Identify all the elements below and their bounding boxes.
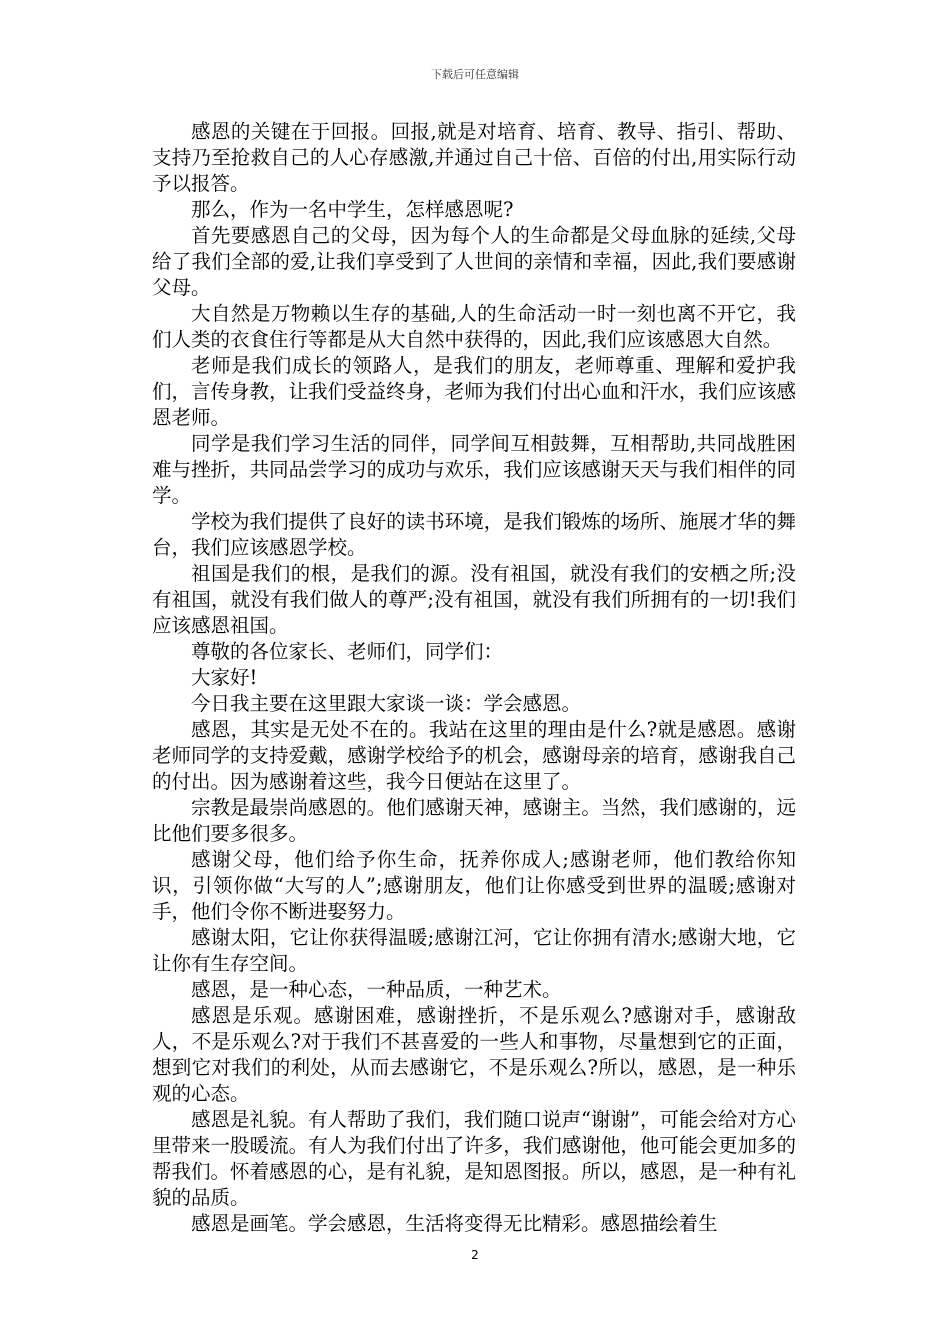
paragraph: 学校为我们提供了良好的读书环境，是我们锻炼的场所、施展才华的舞台，我们应该感恩学校。 xyxy=(152,510,796,559)
paragraph: 大自然是万物赖以生存的基础,人的生命活动一时一刻也离不开它，我们人类的衣食住行等都是从大自然中获得的，因此,我们应该感恩大自然。 xyxy=(152,302,796,351)
paragraph: 那么，作为一名中学生，怎样感恩呢? xyxy=(191,198,514,221)
paragraph: 感恩是礼貌。有人帮助了我们，我们随口说声“谢谢”，可能会给对方心里带来一股暖流。有人为我们付出了许多，我们感谢他，他可能会更加多的帮我们。怀着感恩的心，是有礼貌，是知恩图报。所以，感恩，是一种有礼貌的品质。 xyxy=(152,1108,796,1209)
paragraph: 大家好! xyxy=(191,666,258,689)
paragraph: 祖国是我们的根，是我们的源。没有祖国，就没有我们的安栖之所;没有祖国，就没有我们做人的尊严;没有祖国，就没有我们所拥有的一切!我们应该感恩祖国。 xyxy=(152,562,796,637)
paragraph: 感恩，其实是无处不在的。我站在这里的理由是什么?就是感恩。感谢老师同学的支持爱戴，感谢学校给予的机会，感谢母亲的培育，感谢我自己的付出。因为感谢着这些，我今日便站在这里了。 xyxy=(152,718,796,793)
paragraph: 首先要感恩自己的父母，因为每个人的生命都是父母血脉的延续,父母给了我们全部的爱,让我们享受到了人世间的亲情和幸福，因此,我们要感谢父母。 xyxy=(152,224,796,299)
page-number: 2 xyxy=(471,1248,479,1262)
paragraph: 感谢太阳，它让你获得温暖;感谢江河，它让你拥有清水;感谢大地，它让你有生存空间。 xyxy=(152,926,796,975)
paragraph: 今日我主要在这里跟大家谈一谈：学会感恩。 xyxy=(191,692,582,715)
page-header: 下载后可任意编辑 xyxy=(431,68,519,81)
body-text xyxy=(152,119,796,1237)
paragraph: 感恩是画笔。学会感恩，生活将变得无比精彩。感恩描绘着生 xyxy=(191,1212,718,1235)
paragraph: 同学是我们学习生活的同伴，同学间互相鼓舞，互相帮助,共同战胜困难与挫折，共同品尝学习的成功与欢乐，我们应该感谢天天与我们相伴的同学。 xyxy=(152,432,796,507)
paragraph: 感谢父母，他们给予你生命，抚养你成人;感谢老师，他们教给你知识，引领你做“大写的人”;感谢朋友，他们让你感受到世界的温暖;感谢对手，他们令你不断进娶努力。 xyxy=(152,848,796,923)
paragraph: 老师是我们成长的领路人，是我们的朋友，老师尊重、理解和爱护我们，言传身教，让我们受益终身，老师为我们付出心血和汗水，我们应该感恩老师。 xyxy=(152,354,796,429)
paragraph: 尊敬的各位家长、老师们，同学们： xyxy=(191,640,504,663)
paragraph: 感恩，是一种心态，一种品质，一种艺术。 xyxy=(191,978,562,1001)
paragraph: 宗教是最崇尚感恩的。他们感谢天神，感谢主。当然，我们感谢的，远比他们要多很多。 xyxy=(152,796,796,845)
paragraph: 感恩是乐观。感谢困难，感谢挫折，不是乐观么?感谢对手，感谢敌人，不是乐观么?对于我们不甚喜爱的一些人和事物，尽量想到它的正面，想到它对我们的利处，从而去感谢它，不是乐观么?所以，感恩，是一种乐观的心态。 xyxy=(152,1004,796,1105)
paragraph: 感恩的关键在于回报。回报,就是对培育、培育、教导、指引、帮助、支持乃至抢救自己的人心存感激,并通过自己十倍、百倍的付出,用实际行动予以报答。 xyxy=(152,120,796,195)
